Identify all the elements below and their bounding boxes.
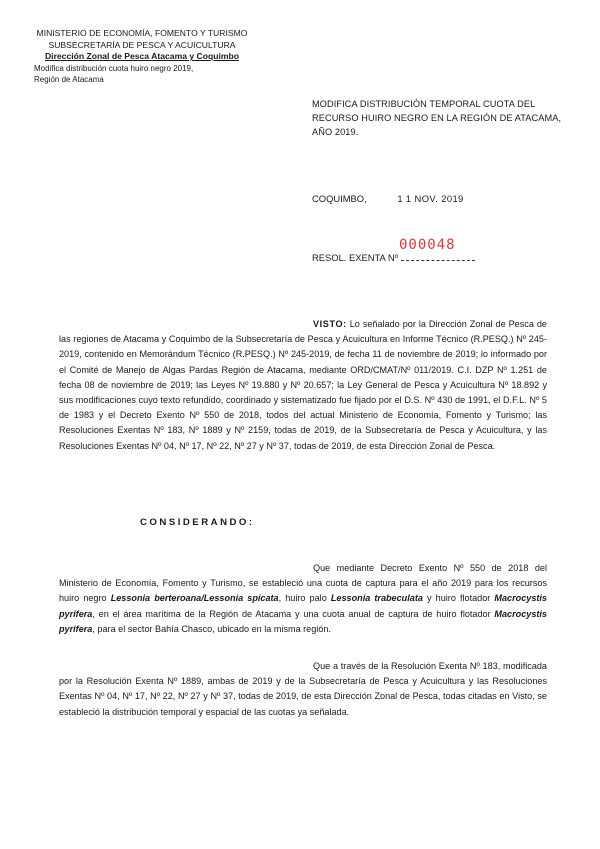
c1-text-5: , para el sector Bahía Chasco, ubicado en la misma región. — [92, 623, 331, 634]
reference-note-line2: Región de Atacama — [34, 75, 104, 85]
considerando-heading: CONSIDERANDO: — [140, 517, 255, 528]
city: COQUIMBO, — [312, 193, 367, 204]
zonal-direction-name: Dirección Zonal de Pesca Atacama y Coquimbo — [44, 51, 240, 62]
visto-text: Lo señalado por la Dirección Zonal de Pesca de las regiones de Atacama y Coquimbo de la Subsecretaría de Pesca y Acuicultura en Informe Técnico (R.PESQ.) Nº 245-2019, contenido en Memorándum Técnico (R.PESQ.) Nº 245-2019, de fecha 11 de noviembre de 2019; lo informado por el Comité de Manejo de Algas Pardas Región de Atacama, mediante ORD/CMAT/Nº 011/2019. C.I. DZP Nº 1.251 de fecha 08 de noviembre de 2019; las Leyes Nº 19.880 y Nº 20.657; la Ley General de Pesca y Acuicultura Nº 18.892 y sus modificaciones cuyo texto refundido, coordinado y sistematizado fue fijado por el D.S. Nº 430 de 1991, el D.F.L. Nº 5 de 1983 y el Decreto Exento Nº 550 de 2018, todos del actual Ministerio de Economía, Fomento y Turismo; las Resoluciones Exentas Nº 183, Nº 1889 y Nº 2159, todas de 2019, de la Subsecretaría de Pesca y Acuicultura, y las Resoluciones Exentas Nº 04, Nº 17, Nº 22, Nº 27 y Nº 37, todas de 2019, de esta Dirección Zonal de Pesca. — [59, 319, 547, 451]
resolution-subject: MODIFICA DISTRIBUCIÓN TEMPORAL CUOTA DEL RECURSO HUIRO NEGRO EN LA REGIÓN DE ATACAMA, AÑO 2019. — [312, 99, 562, 137]
resolution-number: 000048 — [399, 237, 456, 253]
date-line — [312, 193, 464, 204]
date-stamp: 1 1 NOV. 2019 — [397, 193, 464, 204]
considerando-paragraph-2: Que a través de la Resolución Exenta Nº 183, modificada por la Resolución Exenta Nº 1889, ambas de 2019 y de la Subsecretaría de Pesca y Acuicultura y las Resoluciones Exentas Nº 04, Nº 17, Nº 22, Nº 27 y Nº 37, todas de 2019, de esta Dirección Zonal de Pesca, todas citadas en Visto, se estableció la distribución temporal y espacial de las cuotas ya señalada. — [59, 661, 547, 717]
species-name: Macrocystis pyrifera — [59, 608, 547, 634]
c1-text-3: y huiro flotador — [422, 593, 495, 604]
species-name: Macrocystis pyrifera — [59, 593, 547, 619]
visto-paragraph — [59, 317, 547, 454]
letterhead — [22, 28, 262, 86]
c1-text-1: Que mediante Decreto Exento Nº 550 de 2018 del Ministerio de Economía, Fomento y Turismo, se estableció una cuota de captura para el año 2019 para los recursos huiro negro — [59, 563, 547, 604]
number-fill-line — [401, 254, 475, 261]
subsecretary-name: SUBSECRETARÍA DE PESCA Y ACUICULTURA — [48, 39, 236, 50]
species-name: Lessonia trabeculata — [330, 593, 423, 604]
c1-text-2: , huiro palo — [278, 593, 331, 604]
reference-note-line1: Modifica distribución cuota huiro negro 2019, — [34, 63, 194, 73]
visto-lead: VISTO: — [313, 319, 347, 329]
resolution-line — [312, 252, 475, 263]
considerando-paragraph-1 — [59, 561, 547, 637]
ministry-name: MINISTERIO DE ECONOMÍA, FOMENTO Y TURISMO — [36, 28, 248, 38]
species-name: Lessonia berteroana/Lessonia spicata — [110, 593, 279, 604]
c1-text-4: , en el área marítima de la Región de Atacama y una cuota anual de captura de huiro flotador — [92, 608, 495, 619]
resolution-label: RESOL. EXENTA Nº — [312, 252, 399, 263]
